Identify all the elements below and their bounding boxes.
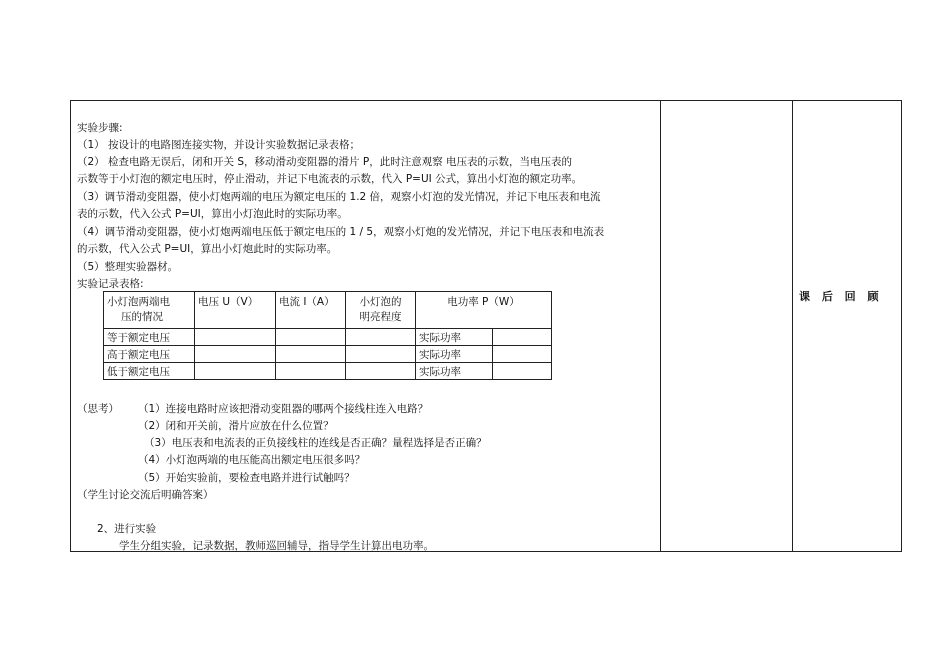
thinking-question: （5）开始实验前，要检查电路并进行试触吗？ [138,472,355,484]
cell-brightness [346,346,416,363]
table-title: 实验记录表格: [77,278,144,290]
table-row [104,363,552,380]
cell-power [493,329,552,346]
step-line: （3）调节滑动变阻器，使小灯炮两端的电压为额定电压的 1.2 倍，观察小灯泡的发光情况，并记下电压表和电流 [77,191,601,203]
row-power-label: 实际功率 [416,346,493,363]
experiment-text: 学生分组实验，记录数据，教师巡回辅导，指导学生计算出电功率。 [119,540,434,552]
row-condition: 高于额定电压 [104,346,195,363]
header-voltage: 电压 U（V） [195,292,276,329]
cell-brightness [346,363,416,380]
lesson-table [70,100,902,552]
cell-power [493,346,552,363]
cell-current [276,363,346,380]
review-label: 课 后 回 顾 [799,290,883,303]
header-current: 电流 I（A） [276,292,346,329]
cell-current [276,346,346,363]
review-cell [793,101,901,551]
header-power: 电功率 P（W） [416,292,552,329]
thinking-note: （学生讨论交流后明确答案） [77,489,214,501]
step-line: 的示数，代入公式 P=UI，算出小灯炮此时的实际功率。 [77,243,338,255]
row-power-label: 实际功率 [416,329,493,346]
record-table [103,291,552,380]
cell-voltage [195,346,276,363]
thinking-question: （2）闭和开关前，滑片应放在什么位置？ [138,420,334,432]
thinking-question: （1）连接电路时应该把滑动变阻器的哪两个接线柱连入电路？ [138,403,429,415]
header-condition: 小灯泡两端电 压的情况 [104,292,195,329]
step-line: （1） 按设计的电路图连接实物，并设计实验数据记录表格； [77,139,361,151]
thinking-label: （思考） [77,403,119,415]
experiment-heading: 2、进行实验 [97,523,157,535]
table-row [104,329,552,346]
cell-brightness [346,329,416,346]
row-condition: 等于额定电压 [104,329,195,346]
steps-heading: 实验步骤: [77,122,123,134]
cell-voltage [195,329,276,346]
step-line: （5）整理实验器材。 [77,261,179,273]
thinking-question: （3）电压表和电流表的正负接线柱的连线是否正确？量程选择是否正确？ [144,437,487,449]
step-line: 表的示数，代入公式 P=UI，算出小灯泡此时的实际功率。 [77,208,348,220]
table-row [104,346,552,363]
step-line: （2） 检查电路无误后，闭和开关 S，移动滑动变阻器的滑片 P，此时注意观察 电压表的示数，当电压表的 [77,156,573,168]
cell-voltage [195,363,276,380]
main-content-cell [71,101,661,551]
step-line: （4）调节滑动变阻器，使小灯炮两端电压低于额定电压的 1 / 5，观察小灯炮的发光情况，并记下电压表和电流表 [77,226,605,238]
header-brightness: 小灯泡的 明亮程度 [346,292,416,329]
step-line: 示数等于小灯泡的额定电压时，停止滑动，并记下电流表的示数，代入 P=UI 公式，算出小灯泡的额定功率。 [77,173,583,185]
blank-cell [661,101,793,551]
thinking-question: （4）小灯泡两端的电压能高出额定电压很多吗？ [138,454,366,466]
row-power-label: 实际功率 [416,363,493,380]
cell-power [493,363,552,380]
row-condition: 低于额定电压 [104,363,195,380]
cell-current [276,329,346,346]
